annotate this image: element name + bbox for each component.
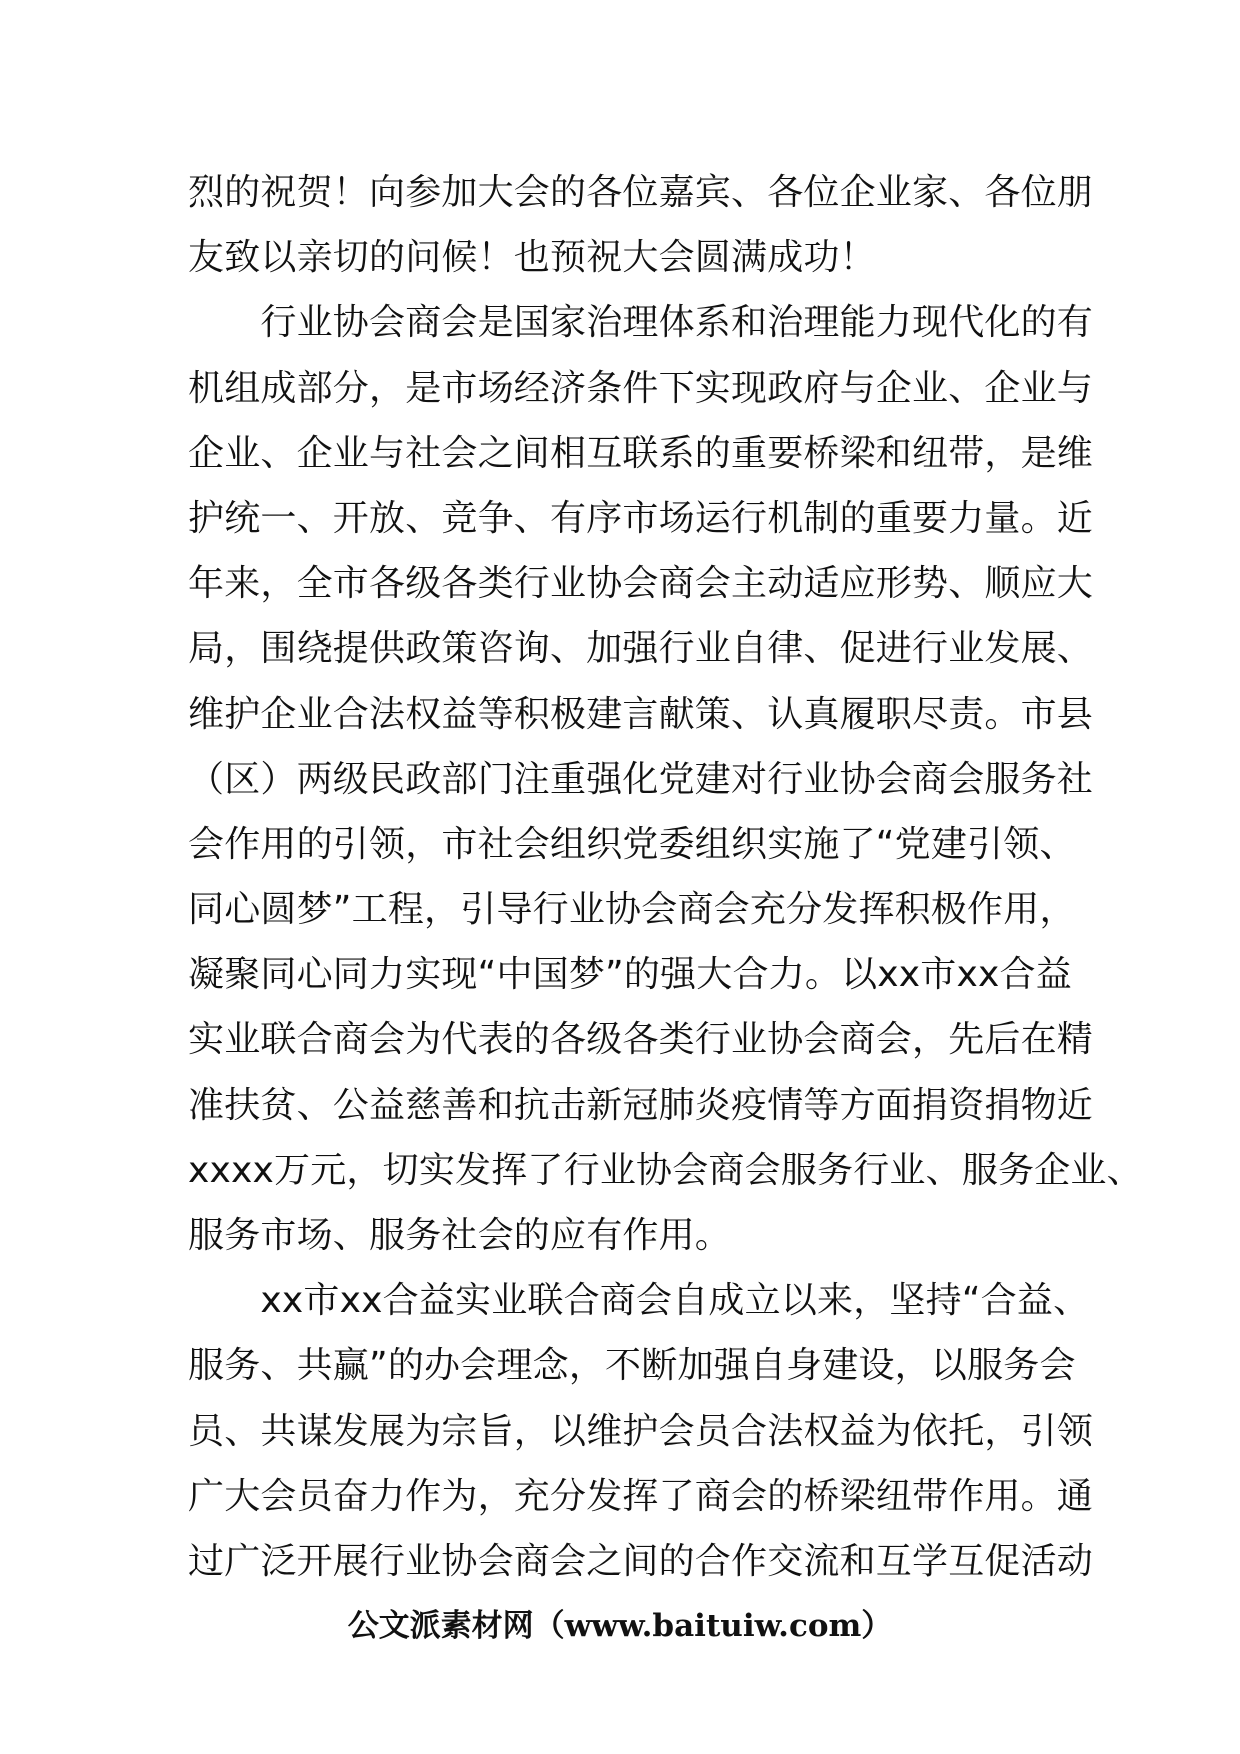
- text-line: 广大会员奋力作为，充分发挥了商会的桥梁纽带作用。通: [188, 1475, 1094, 1517]
- text-line: 会作用的引领，市社会组织党委组织实施了“党建引领、: [188, 823, 1076, 865]
- text-line: 服务市场、服务社会的应有作用。: [188, 1215, 732, 1256]
- paragraph-start-line: 行业协会商会是国家治理体系和治理能力现代化的有: [188, 302, 1094, 344]
- text-line: 烈的祝贺！向参加大会的各位嘉宾、各位企业家、各位朋: [188, 172, 1094, 213]
- text-line: 服务、共赢”的办会理念，不断加强自身建设，以服务会: [188, 1345, 1076, 1387]
- footer-watermark: 公文派素材网（www.baituiw.com）: [347, 1608, 893, 1644]
- text-line: （区）两级民政部门注重强化党建对行业协会商会服务社: [188, 758, 1094, 800]
- text-line: 员、共谋发展为宗旨，以维护会员合法权益为依托，引领: [188, 1410, 1094, 1452]
- text-line: 友致以亲切的问候！也预祝大会圆满成功！: [188, 237, 876, 279]
- text-line: 同心圆梦”工程，引导行业协会商会充分发挥积极作用，: [188, 889, 1076, 931]
- text-line: 局，围绕提供政策咨询、加强行业自律、促进行业发展、: [188, 628, 1094, 670]
- text-line: 凝聚同心同力实现“中国梦”的强大合力。以xx市xx合益: [188, 954, 1072, 996]
- text-line: 准扶贫、公益慈善和抗击新冠肺炎疫情等方面捐资捐物近: [188, 1084, 1094, 1126]
- text-line: 维护企业合法权益等积极建言献策、认真履职尽责。市县: [188, 693, 1094, 735]
- text-line: xxxx万元，切实发挥了行业协会商会服务行业、服务企业、: [188, 1149, 1143, 1191]
- text-line: 年来，全市各级各类行业协会商会主动适应形势、顺应大: [188, 563, 1094, 605]
- document-body: [188, 160, 1143, 1594]
- text-line: 实业联合商会为代表的各级各类行业协会商会，先后在精: [188, 1019, 1094, 1061]
- paragraph-start-line: xx市xx合益实业联合商会自成立以来，坚持“合益、: [188, 1280, 1090, 1322]
- text-line: 机组成部分，是市场经济条件下实现政府与企业、企业与: [188, 367, 1094, 409]
- text-line: 护统一、开放、竞争、有序市场运行机制的重要力量。近: [188, 497, 1094, 539]
- text-line: 企业、企业与社会之间相互联系的重要桥梁和纽带，是维: [188, 432, 1094, 474]
- text-line: 过广泛开展行业协会商会之间的合作交流和互学互促活动: [188, 1540, 1094, 1582]
